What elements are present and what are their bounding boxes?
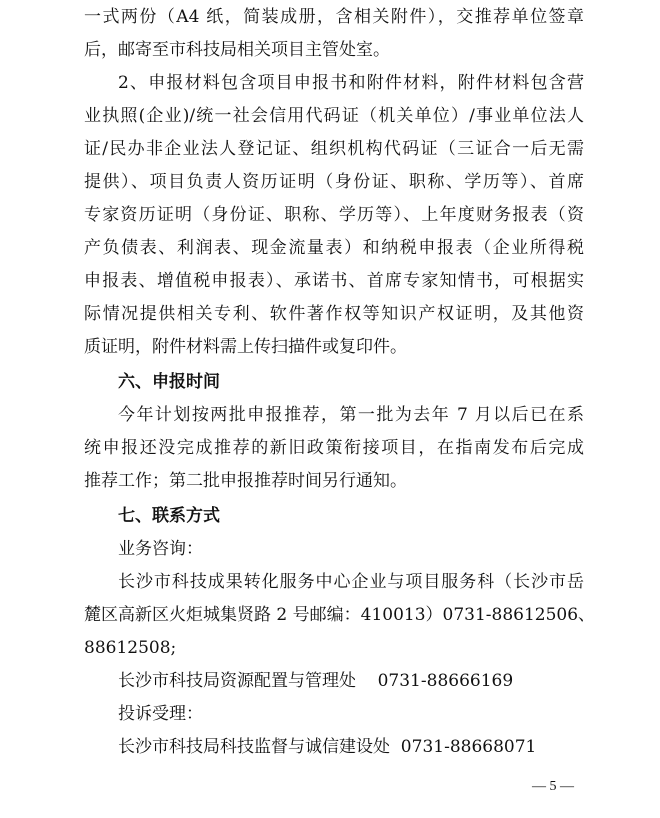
paragraph-line: 后，邮寄至市科技局相关项目主管处室。 [84,40,390,60]
page-number: — 5 — [532,779,574,794]
complaint-label: 投诉受理： [118,704,203,724]
section-heading-7: 七、联系方式 [118,506,220,526]
contact-line: 88612508; [84,638,177,658]
paragraph-line: 提供）、项目负责人资历证明（身份证、职称、学历等）、首席 [84,172,584,192]
paragraph-line: 证/民办非企业法人登记证、组织机构代码证（三证合一后无需 [84,139,584,159]
contact-line: 麓区高新区火炬城集贤路 2 号邮编：410013）0731-88612506、 [84,605,596,625]
paragraph-line: 统申报还没完成推荐的新旧政策衔接项目，在指南发布后完成 [84,438,584,458]
paragraph-line: 今年计划按两批申报推荐，第一批为去年 7 月以后已在系 [118,405,584,425]
paragraph-line: 2、申报材料包含项目申报书和附件材料，附件材料包含营 [118,73,584,93]
section-heading-6: 六、申报时间 [118,372,220,392]
paragraph-line: 质证明，附件材料需上传扫描件或复印件。 [84,337,407,357]
paragraph-line: 申报表、增值税申报表）、承诺书、首席专家知情书，可根据实 [84,271,584,291]
paragraph-line: 际情况提供相关专利、软件著作权等知识产权证明，及其他资 [84,304,584,324]
contact-line: 长沙市科技成果转化服务中心企业与项目服务科（长沙市岳 [118,572,584,592]
paragraph-line: 推荐工作；第二批申报推荐时间另行通知。 [84,471,407,491]
paragraph-line: 业执照(企业)/统一社会信用代码证（机关单位）/事业单位法人 [84,106,584,126]
office-contact-line: 长沙市科技局资源配置与管理处 0731-88666169 [118,671,514,691]
paragraph-line: 专家资历证明（身份证、职称、学历等）、上年度财务报表（资 [84,205,584,225]
paragraph-line: 一式两份（A4 纸，简装成册，含相关附件），交推荐单位签章 [84,7,584,27]
paragraph-line: 产负债表、利润表、现金流量表）和纳税申报表（企业所得税 [84,238,584,258]
consult-label: 业务咨询： [118,539,203,559]
complaint-contact-line: 长沙市科技局科技监督与诚信建设处 0731-88668071 [118,737,537,757]
